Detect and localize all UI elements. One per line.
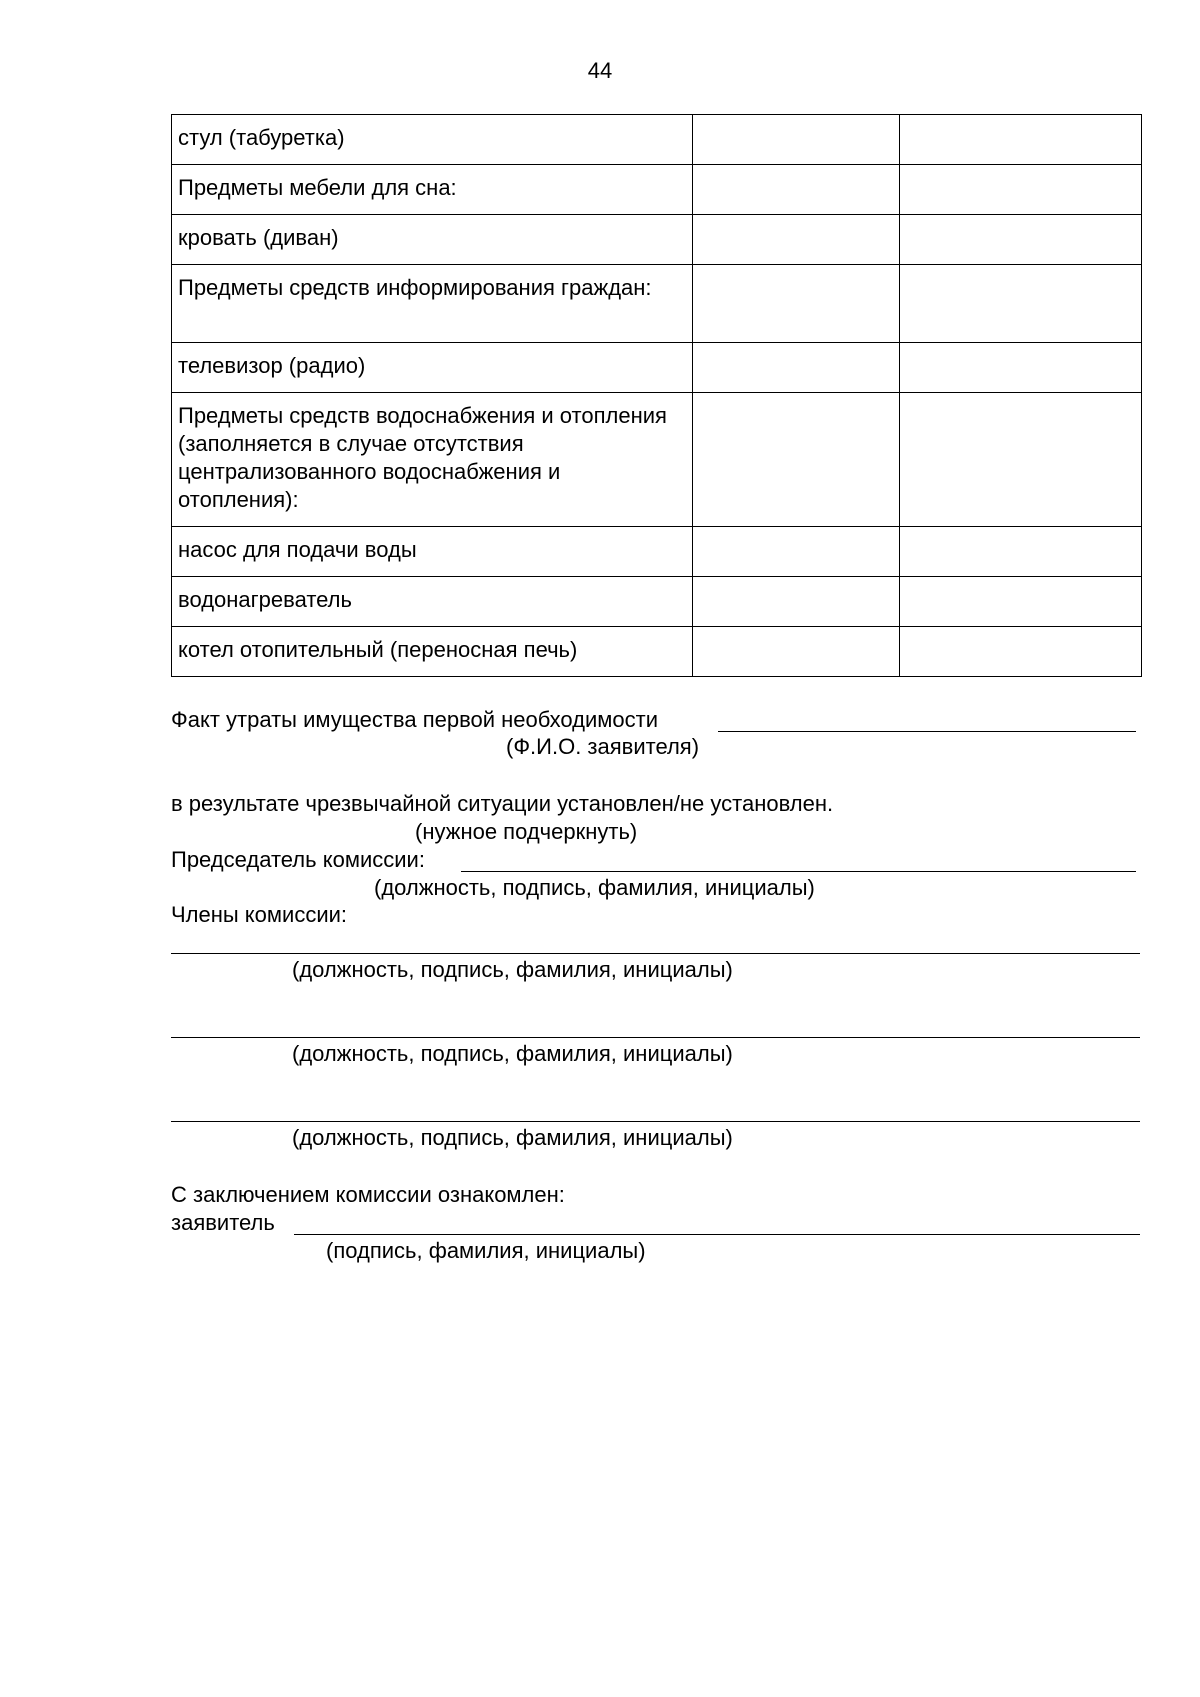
item-name: Предметы средств водоснабжения и отопления (заполняется в случае отсутствия централизованного водоснабжения и отопления):	[172, 393, 693, 527]
item-value-cell[interactable]	[693, 115, 900, 165]
members-label: Члены комиссии:	[171, 902, 348, 927]
member-caption: (должность, подпись, фамилия, инициалы)	[292, 1125, 733, 1150]
table-row	[172, 627, 1142, 677]
item-value-cell[interactable]	[693, 393, 900, 527]
item-value-cell[interactable]	[693, 215, 900, 265]
table-row	[172, 215, 1142, 265]
chairman-label: Председатель комиссии:	[171, 847, 425, 872]
chairman-signature-field[interactable]	[461, 871, 1136, 872]
table-row	[172, 165, 1142, 215]
table-row	[172, 577, 1142, 627]
item-name: стул (табуретка)	[172, 115, 693, 165]
item-value-cell[interactable]	[693, 343, 900, 393]
item-name: кровать (диван)	[172, 215, 693, 265]
fact-label: Факт утраты имущества первой необходимости	[171, 707, 659, 732]
item-value-cell[interactable]	[900, 393, 1142, 527]
item-value-cell[interactable]	[900, 215, 1142, 265]
item-value-cell[interactable]	[900, 527, 1142, 577]
item-value-cell[interactable]	[693, 265, 900, 343]
item-name: насос для подачи воды	[172, 527, 693, 577]
member-caption: (должность, подпись, фамилия, инициалы)	[292, 1041, 733, 1066]
member-signature-field-1[interactable]	[171, 953, 1140, 954]
item-name: телевизор (радио)	[172, 343, 693, 393]
result-text: в результате чрезвычайной ситуации установлен/не установлен.	[171, 791, 834, 816]
property-table	[171, 114, 1142, 677]
result-caption: (нужное подчеркнуть)	[415, 819, 638, 844]
item-value-cell[interactable]	[693, 577, 900, 627]
applicant-caption: (подпись, фамилия, инициалы)	[326, 1238, 646, 1263]
item-value-cell[interactable]	[693, 527, 900, 577]
applicant-name-field[interactable]	[718, 731, 1136, 732]
applicant-label: заявитель	[171, 1210, 275, 1235]
item-value-cell[interactable]	[693, 165, 900, 215]
applicant-signature-field[interactable]	[294, 1234, 1140, 1235]
item-value-cell[interactable]	[900, 115, 1142, 165]
member-signature-field-3[interactable]	[171, 1121, 1140, 1122]
fact-caption: (Ф.И.О. заявителя)	[506, 734, 700, 759]
item-value-cell[interactable]	[900, 165, 1142, 215]
item-value-cell[interactable]	[693, 627, 900, 677]
member-signature-field-2[interactable]	[171, 1037, 1140, 1038]
item-name: водонагреватель	[172, 577, 693, 627]
member-caption: (должность, подпись, фамилия, инициалы)	[292, 957, 733, 982]
item-value-cell[interactable]	[900, 265, 1142, 343]
item-value-cell[interactable]	[900, 577, 1142, 627]
item-name: котел отопительный (переносная печь)	[172, 627, 693, 677]
page-number: 44	[587, 58, 613, 83]
item-value-cell[interactable]	[900, 343, 1142, 393]
item-value-cell[interactable]	[900, 627, 1142, 677]
table-row	[172, 393, 1142, 527]
item-name: Предметы средств информирования граждан:	[172, 265, 693, 343]
chairman-caption: (должность, подпись, фамилия, инициалы)	[374, 875, 815, 900]
acquainted-label: С заключением комиссии ознакомлен:	[171, 1182, 565, 1207]
item-name: Предметы мебели для сна:	[172, 165, 693, 215]
table-row	[172, 265, 1142, 343]
table-row	[172, 115, 1142, 165]
table-row	[172, 343, 1142, 393]
table-row	[172, 527, 1142, 577]
